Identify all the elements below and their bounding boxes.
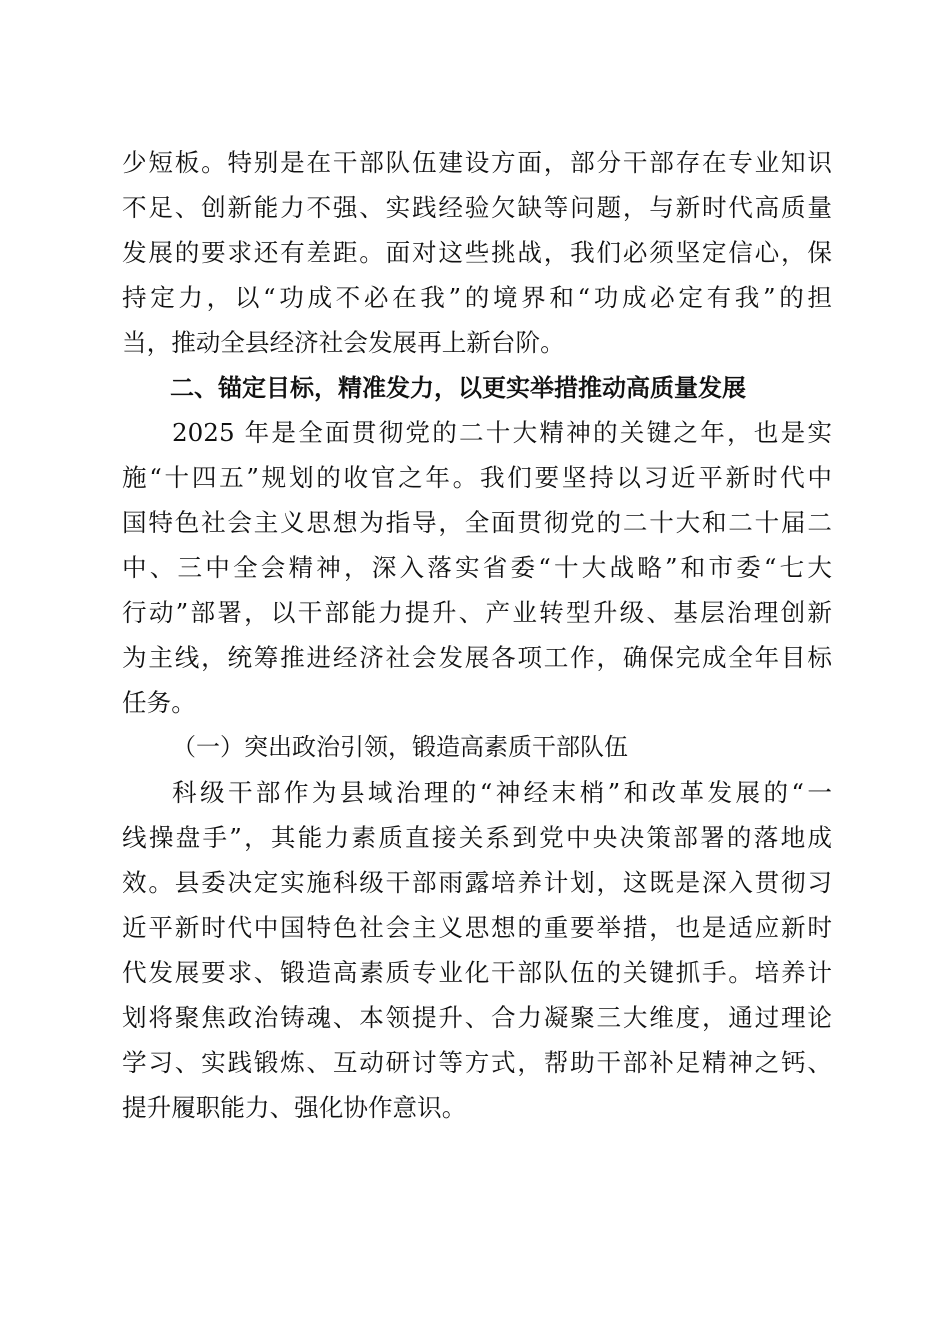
paragraph-line: 2025 年是全面贯彻党的二十大精神的关键之年，也是实 [172, 418, 832, 447]
paragraph-line: 持定力，以“功成不必在我”的境界和“功成必定有我”的担 [122, 283, 832, 312]
paragraph-line: 少短板。特别是在干部队伍建设方面，部分干部存在专业知识 [122, 148, 832, 177]
paragraph-line: 科级干部作为县域治理的“神经末梢”和改革发展的“一 [172, 778, 832, 807]
paragraph-line: 线操盘手”，其能力素质直接关系到党中央决策部署的落地成 [122, 823, 832, 852]
paragraph-line: 效。县委决定实施科级干部雨露培养计划，这既是深入贯彻习 [122, 868, 832, 897]
paragraph-line: 提升履职能力、强化协作意识。 [122, 1093, 467, 1122]
paragraph-2 [122, 410, 832, 725]
paragraph-line: 当，推动全县经济社会发展再上新台阶。 [122, 328, 565, 357]
paragraph-line: 代发展要求、锻造高素质专业化干部队伍的关键抓手。培养计 [122, 958, 832, 987]
paragraph-line: 发展的要求还有差距。面对这些挑战，我们必须坚定信心，保 [122, 238, 832, 267]
paragraph-line: 为主线，统筹推进经济社会发展各项工作，确保完成全年目标 [122, 643, 832, 672]
subsection-heading: （一）突出政治引领，锻造高素质干部队伍 [172, 733, 628, 761]
document-page [122, 140, 832, 1130]
paragraph-line: 划将聚焦政治铸魂、本领提升、合力凝聚三大维度，通过理论 [122, 1003, 832, 1032]
paragraph-line: 不足、创新能力不强、实践经验欠缺等问题，与新时代高质量 [122, 193, 832, 222]
paragraph-line: 中、三中全会精神，深入落实省委“十大战略”和市委“七大 [122, 553, 832, 582]
paragraph-line: 近平新时代中国特色社会主义思想的重要举措，也是适应新时 [122, 913, 832, 942]
paragraph-line: 施“十四五”规划的收官之年。我们要坚持以习近平新时代中 [122, 463, 832, 492]
paragraph-line: 行动”部署，以干部能力提升、产业转型升级、基层治理创新 [122, 598, 832, 627]
paragraph-3 [122, 770, 832, 1130]
paragraph-line: 任务。 [122, 688, 196, 717]
paragraph-line: 国特色社会主义思想为指导，全面贯彻党的二十大和二十届二 [122, 508, 832, 537]
paragraph-line: 学习、实践锻炼、互动研讨等方式，帮助干部补足精神之钙、 [122, 1048, 832, 1077]
section-heading: 二、锚定目标，精准发力，以更实举措推动高质量发展 [170, 374, 746, 402]
paragraph-1 [122, 140, 832, 365]
